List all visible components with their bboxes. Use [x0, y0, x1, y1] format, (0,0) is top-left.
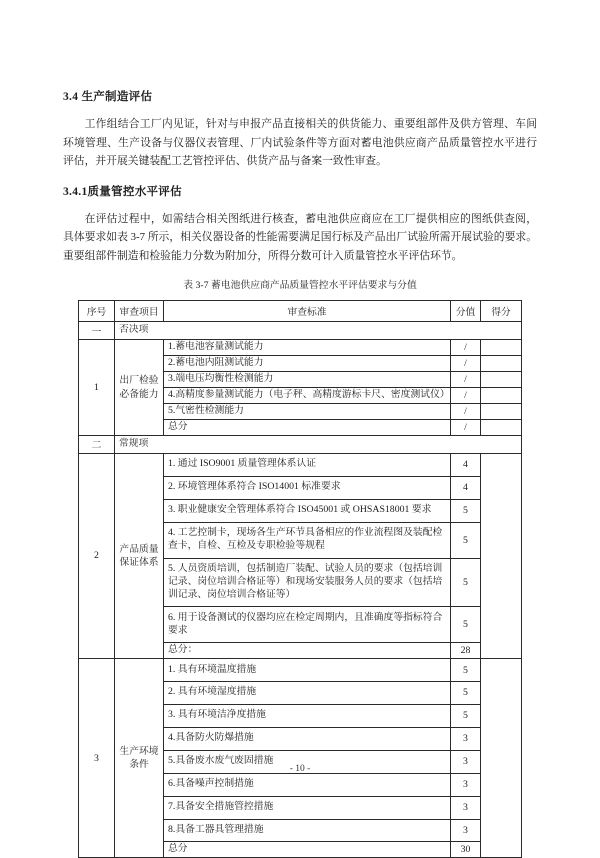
- earned-score-cell: [481, 356, 522, 372]
- score-value-cell: 5: [451, 704, 481, 727]
- criterion-cell: 3. 职业健康安全管理体系符合 ISO45001 或 OHSAS18001 要求: [164, 499, 451, 522]
- score-value-cell: /: [451, 372, 481, 388]
- criterion-cell: 5. 人员资质培训，包括制造厂装配、试验人员的要求（包括培训记录、岗位培训合格证等）和现场安装服务人员的要求（包括培训记录、岗位培训合格证等）: [164, 558, 451, 607]
- earned-score-cell: [481, 453, 522, 658]
- criterion-cell: 8.具备工器具管理措施: [164, 819, 451, 842]
- category-cell: 产品质量保证体系: [115, 453, 164, 658]
- section-heading-3-4: 3.4 生产制造评估: [63, 91, 153, 103]
- score-value-cell: 5: [451, 522, 481, 558]
- score-value-cell: /: [451, 340, 481, 356]
- section-divider-row: [79, 435, 522, 453]
- score-value-cell: 5: [451, 659, 481, 682]
- score-value-cell: 5: [451, 558, 481, 607]
- score-value-cell: 30: [451, 842, 481, 858]
- criterion-cell: 3. 具有环境洁净度措施: [164, 704, 451, 727]
- criterion-cell: 7.具备安全措施管控措施: [164, 796, 451, 819]
- criterion-cell: 6.具备噪声控制措施: [164, 773, 451, 796]
- score-value-cell: 3: [451, 727, 481, 750]
- criterion-cell: 5.气密性检测能力: [164, 404, 451, 420]
- criterion-cell: 1.蓄电池容量测试能力: [164, 340, 451, 356]
- criterion-row: [79, 453, 522, 476]
- earned-score-cell: [481, 340, 522, 356]
- score-value-cell: /: [451, 388, 481, 404]
- column-header: 序号: [79, 301, 115, 322]
- column-header: 审查标准: [164, 301, 451, 322]
- earned-score-cell: [481, 404, 522, 420]
- evaluation-table: [78, 300, 522, 858]
- section-label-cell: 常规项: [115, 435, 522, 453]
- score-value-cell: 5: [451, 499, 481, 522]
- earned-score-cell: [481, 659, 522, 858]
- criterion-cell: 5.具备废水废气废固措施: [164, 750, 451, 773]
- criterion-row: [79, 340, 522, 356]
- category-cell: 出厂检验必备能力: [115, 340, 164, 436]
- table-caption: 表 3-7 蓄电池供应商产品质量管控水平评估要求与分值: [183, 280, 417, 292]
- column-header: 分值: [451, 301, 481, 322]
- row-index-cell: 1: [79, 340, 115, 436]
- earned-score-cell: [481, 419, 522, 435]
- row-index-cell: 3: [79, 659, 115, 858]
- criterion-cell: 2. 具有环境湿度措施: [164, 681, 451, 704]
- row-index-cell: 一: [79, 322, 115, 340]
- criterion-row: [79, 659, 522, 682]
- row-index-cell: 2: [79, 453, 115, 658]
- earned-score-cell: [481, 388, 522, 404]
- score-value-cell: 28: [451, 643, 481, 659]
- section-label-cell: 否决项: [115, 322, 522, 340]
- category-cell: 生产环境条件: [115, 659, 164, 858]
- criterion-cell: 1. 通过 ISO9001 质量管理体系认证: [164, 453, 451, 476]
- score-value-cell: /: [451, 356, 481, 372]
- paragraph-evaluation-process: 在评估过程中，如需结合相关图纸进行核查，蓄电池供应商应在工厂提供相应的图纸供查阅，具体要求如表 3-7 所示，相关仪器设备的性能需要满足国行标及产品出厂试验所需开展试验的要求。重要组部件制造和检验能力分数为附加分，所得分数可计入质量管控水平评估环节。: [63, 212, 537, 262]
- score-value-cell: /: [451, 404, 481, 420]
- criterion-cell: 3.端电压均衡性检测能力: [164, 372, 451, 388]
- earned-score-cell: [481, 372, 522, 388]
- row-index-cell: 二: [79, 435, 115, 453]
- section-heading-3-4-1: 3.4.1质量管控水平评估: [63, 185, 182, 198]
- score-value-cell: 3: [451, 796, 481, 819]
- score-value-cell: 3: [451, 750, 481, 773]
- column-header: 审查项目: [115, 301, 164, 322]
- score-value-cell: 3: [451, 773, 481, 796]
- score-value-cell: 5: [451, 681, 481, 704]
- criterion-cell: 总分: [164, 842, 451, 858]
- table-header-row: [79, 301, 522, 322]
- score-value-cell: /: [451, 419, 481, 435]
- criterion-cell: 1. 具有环境温度措施: [164, 659, 451, 682]
- criterion-cell: 4.具备防火防爆措施: [164, 727, 451, 750]
- column-header: 得分: [481, 301, 522, 322]
- criterion-cell: 6. 用于设备测试的仪器均应在检定周期内，且准确度等指标符合要求: [164, 607, 451, 643]
- criterion-cell: 2.蓄电池内阻测试能力: [164, 356, 451, 372]
- criterion-cell: 总分: [164, 419, 451, 435]
- score-value-cell: 4: [451, 453, 481, 476]
- criterion-cell: 4. 工艺控制卡，现场各生产环节具备相应的作业流程图及装配检查卡，自检、互检及专职检验等规程: [164, 522, 451, 558]
- criterion-cell: 4.高精度参量测试能力（电子秤、高精度游标卡尺、密度测试仪）: [164, 388, 451, 404]
- score-value-cell: 5: [451, 607, 481, 643]
- paragraph-production-evaluation: 工作组结合工厂内见证，针对与申报产品直接相关的供货能力、重要组部件及供方管理、车间环境管理、生产设备与仪器仪表管理、厂内试验条件等方面对蓄电池供应商产品质量管控水平进行评估，并开展关键装配工艺管控评估、供货产品与备案一致性审查。: [63, 118, 537, 168]
- eval-table-body: [79, 301, 522, 858]
- criterion-cell: 2. 环境管理体系符合 ISO14001 标准要求: [164, 476, 451, 499]
- score-value-cell: 3: [451, 819, 481, 842]
- score-value-cell: 4: [451, 476, 481, 499]
- criterion-cell: 总分：: [164, 643, 451, 659]
- page-number: - 10 -: [289, 764, 311, 774]
- section-divider-row: [79, 322, 522, 340]
